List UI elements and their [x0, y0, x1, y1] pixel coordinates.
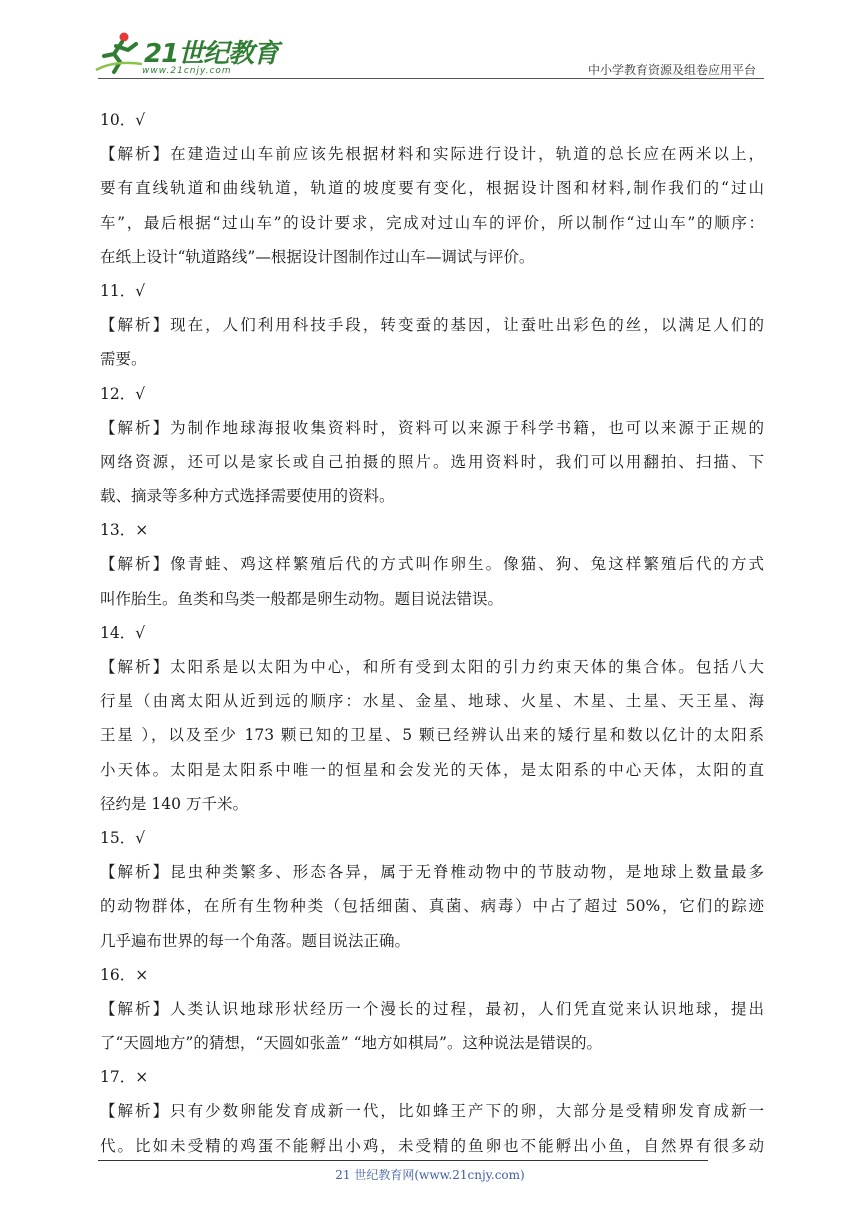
explanation-line: 代。比如未受精的鸡蛋不能孵出小鸡，未受精的鱼卵也不能孵出小鱼，自然界有很多动 [100, 1136, 764, 1155]
logo-text: 21世纪教育 [144, 39, 279, 69]
explanation-line: 网络资源，还可以是家长或自己拍摄的照片。选用资料时，我们可以用翻拍、扫描、下 [100, 452, 764, 471]
answer-number: 17．× [100, 1068, 149, 1087]
explanation-line: 行星（由离太阳从近到远的顺序：水星、金星、地球、火星、木星、土星、天王星、海 [100, 692, 764, 711]
explanation-line: 需要。 [100, 350, 147, 369]
explanation-line: 【解析】在建造过山车前应该先根据材料和实际进行设计，轨道的总长应在两米以上， [100, 145, 764, 164]
header-divider [98, 78, 764, 79]
answer-number: 11．√ [100, 281, 146, 300]
explanation-line: 【解析】现在，人们利用科技手段，转变蚕的基因，让蚕吐出彩色的丝，以满足人们的 [100, 316, 764, 335]
explanation-line: 【解析】人类认识地球形状经历一个漫长的过程，最初，人们凭直觉来认识地球，提出 [100, 999, 764, 1018]
explanation-line: 要有直线轨道和曲线轨道，轨道的坡度要有变化，根据设计图和材料,制作我们的“过山 [100, 179, 764, 198]
platform-title: 中小学教育资源及组卷应用平台 [587, 63, 756, 77]
explanation-line: 小天体。太阳是太阳系中唯一的恒星和会发光的天体，是太阳系的中心天体，太阳的直 [100, 760, 764, 779]
logo-url: www.21cnjy.com [142, 66, 232, 76]
page-header [0, 0, 860, 90]
explanation-line: 【解析】像青蛙、鸡这样繁殖后代的方式叫作卵生。像猫、狗、兔这样繁殖后代的方式 [100, 555, 764, 574]
explanation-line: 了“天圆地方”的猜想，“天圆如张盖” “地方如棋局”。这种说法是错误的。 [100, 1034, 602, 1053]
explanation-line: 【解析】为制作地球海报收集资料时，资料可以来源于科学书籍，也可以来源于正规的 [100, 418, 764, 437]
explanation-line: 【解析】太阳系是以太阳为中心，和所有受到太阳的引力约束天体的集合体。包括八大 [100, 658, 764, 676]
explanation-line: 叫作胎生。鱼类和鸟类一般都是卵生动物。题目说法错误。 [100, 589, 504, 608]
explanation-line: 车”，最后根据“过山车”的设计要求，完成对过山车的评价，所以制作“过山车”的顺序： [100, 213, 764, 232]
footer-divider [98, 1160, 708, 1161]
explanation-line: 王星 ），以及至少 173 颗已知的卫星、5 颗已经辨认出来的矮行星和数以亿计的太阳系 [100, 726, 764, 745]
explanation-line: 【解析】只有少数卵能发育成新一代，比如蜂王产下的卵，大部分是受精卵发育成新一 [100, 1102, 764, 1121]
explanation-line: 在纸上设计“轨道路线”—根据设计图制作过山车—调试与评价。 [100, 247, 535, 266]
answer-number: 16．× [100, 965, 149, 984]
runner-icon [94, 30, 144, 76]
explanation-line: 几乎遍布世界的每一个角落。题目说法正确。 [100, 931, 411, 950]
explanation-line: 的动物群体，在所有生物种类（包括细菌、真菌、病毒）中占了超过 50%，它们的踪迹 [100, 897, 764, 916]
site-logo[interactable] [94, 30, 279, 80]
answer-number: 10．√ [100, 111, 146, 129]
footer-link[interactable]: 21 世纪教育网(www.21cnjy.com) [335, 1168, 525, 1182]
answer-number: 15．√ [100, 828, 146, 847]
answer-number: 12．√ [100, 384, 146, 403]
answer-number: 14．√ [100, 623, 146, 642]
explanation-line: 载、摘录等多种方式选择需要使用的资料。 [100, 487, 395, 506]
answer-content [100, 103, 764, 1163]
explanation-line: 【解析】昆虫种类繁多、形态各异，属于无脊椎动物中的节肢动物，是地球上数量最多 [100, 863, 764, 882]
explanation-line: 径约是 140 万千米。 [100, 794, 248, 813]
answer-number: 13．× [100, 521, 149, 540]
